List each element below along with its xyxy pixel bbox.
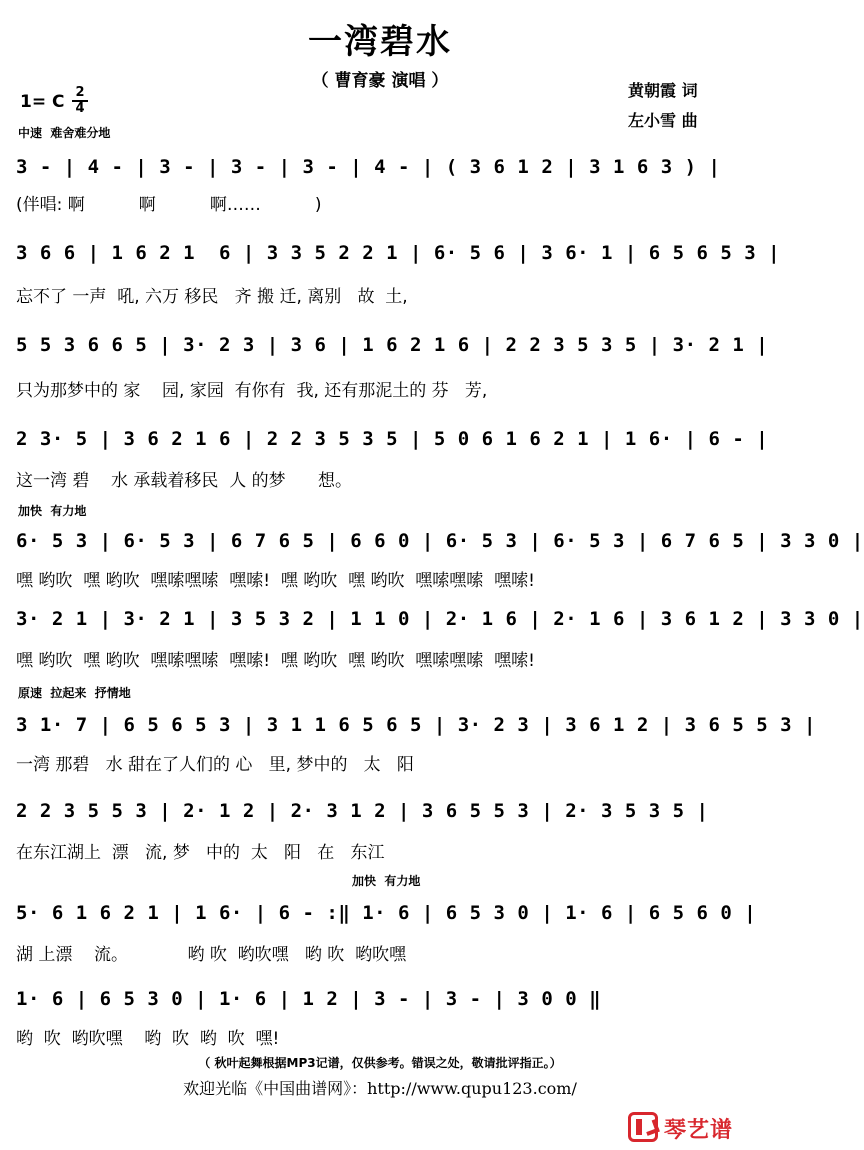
notation-row-1: 3 - | 4 - | 3 - | 3 - | 3 - | 4 - | ( 3 6 1 2 | 3 1 6 3 ) | <box>16 156 721 178</box>
section-mark-speed-up: 加快 有力地 <box>18 504 87 518</box>
time-signature-top: 2 <box>72 86 88 102</box>
notation-row-3: 5 5 3 6 6 5 | 3· 2 3 | 3 6 | 1 6 2 1 6 | 2 2 3 5 3 5 | 3· 2 1 | <box>16 334 769 356</box>
notation-row-8: 2 2 3 5 5 3 | 2· 1 2 | 2· 3 1 2 | 3 6 5 5 3 | 2· 3 5 3 5 | <box>16 800 709 822</box>
lyricist-credit: 黄朝霞 词 <box>628 81 698 100</box>
qinyipu-logo <box>628 1112 748 1142</box>
key-signature: 1= C <box>20 92 65 112</box>
notation-row-7: 3 1· 7 | 6 5 6 5 3 | 3 1 1 6 5 6 5 | 3· 2 3 | 3 6 1 2 | 3 6 5 5 3 | <box>16 714 816 736</box>
lyric-row-8: 在东江湖上 漂 流, 梦 中的 太 阳 在 东江 <box>16 843 385 863</box>
lyric-row-9: 湖 上漂 流。 哟 吹 哟吹嘿 哟 吹 哟吹嘿 <box>16 945 407 965</box>
time-signature-bottom: 4 <box>75 101 85 116</box>
composer-credit: 左小雪 曲 <box>628 111 698 130</box>
lyric-row-10: 哟 吹 哟吹嘿 哟 吹 哟 吹 嘿! <box>16 1029 280 1049</box>
notation-row-5: 6· 5 3 | 6· 5 3 | 6 7 6 5 | 6 6 0 | 6· 5 3 | 6· 5 3 | 6 7 6 5 | 3 3 0 | <box>16 530 864 552</box>
notation-row-9: 5· 6 1 6 2 1 | 1 6· | 6 - :‖ 1· 6 | 6 5 3 0 | 1· 6 | 6 5 6 0 | <box>16 902 757 924</box>
lyric-row-7: 一湾 那碧 水 甜在了人们的 心 里, 梦中的 太 阳 <box>16 755 414 775</box>
logo-text: 琴艺谱 <box>664 1118 734 1143</box>
footnote: （ 秋叶起舞根据MP3记谱，仅供参考。错误之处，敬请批评指正。） <box>198 1056 562 1070</box>
section-mark-original: 原速 拉起来 抒情地 <box>18 686 131 700</box>
singer-credit: （ 曹育豪 演唱 ） <box>311 71 449 91</box>
notation-row-6: 3· 2 1 | 3· 2 1 | 3 5 3 2 | 1 1 0 | 2· 1 6 | 2· 1 6 | 3 6 1 2 | 3 3 0 | <box>16 608 864 630</box>
lyric-row-4: 这一湾 碧 水 承载着移民 人 的梦 想。 <box>16 471 353 491</box>
lyric-row-2: 忘不了 一声 吼, 六万 移民 齐 搬 迁, 离别 故 土, <box>16 287 408 307</box>
lyric-row-6: 嘿 哟吹 嘿 哟吹 嘿嗦嘿嗦 嘿嗦! 嘿 哟吹 嘿 哟吹 嘿嗦嘿嗦 嘿嗦! <box>16 651 535 671</box>
logo-mark-icon <box>628 1112 658 1142</box>
site-footer-link[interactable]: 欢迎光临《中国曲谱网》：http://www.qupu123.com/ <box>183 1079 577 1098</box>
lyric-row-5: 嘿 哟吹 嘿 哟吹 嘿嗦嘿嗦 嘿嗦! 嘿 哟吹 嘿 哟吹 嘿嗦嘿嗦 嘿嗦! <box>16 571 535 591</box>
time-signature <box>72 86 88 116</box>
section-mark-speed-up-2: 加快 有力地 <box>352 874 421 888</box>
tempo-marking: 中速 难舍难分地 <box>18 126 111 140</box>
lyric-row-1: (伴唱: 啊 啊 啊…… ) <box>16 195 322 215</box>
notation-row-10: 1· 6 | 6 5 3 0 | 1· 6 | 1 2 | 3 - | 3 - | 3 0 0 ‖ <box>16 988 602 1010</box>
notation-row-2: 3 6 6 | 1 6 2 1 6 | 3 3 5 2 2 1 | 6· 5 6 | 3 6· 1 | 6 5 6 5 3 | <box>16 242 781 264</box>
lyric-row-3: 只为那梦中的 家 园, 家园 有你有 我, 还有那泥土的 芬 芳, <box>16 381 488 401</box>
song-title: 一湾碧水 <box>308 22 452 62</box>
notation-row-4: 2 3· 5 | 3 6 2 1 6 | 2 2 3 5 3 5 | 5 0 6 1 6 2 1 | 1 6· | 6 - | <box>16 428 769 450</box>
